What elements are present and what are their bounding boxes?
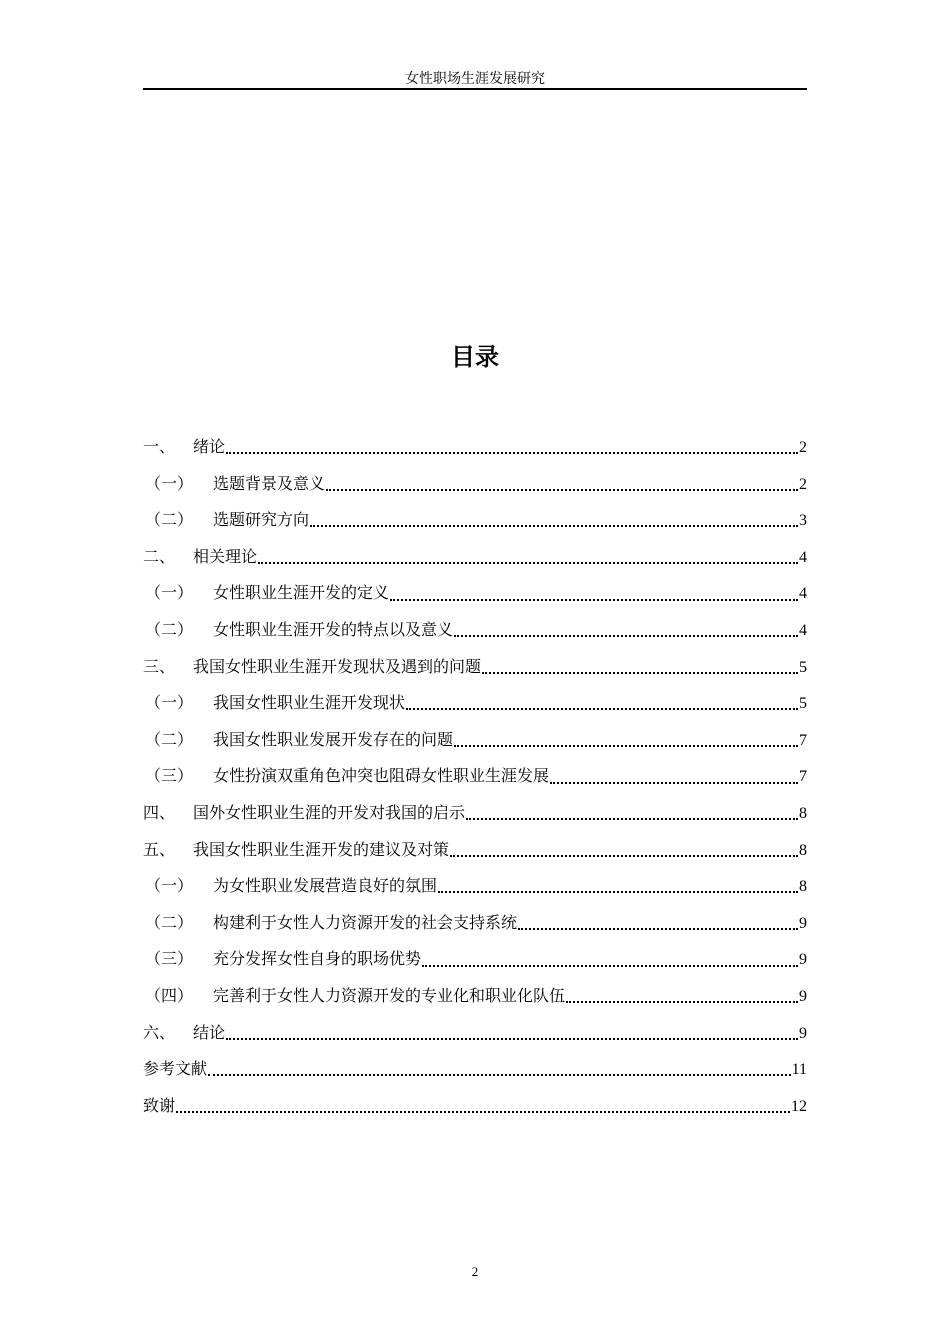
toc-entry[interactable] [143, 1054, 807, 1091]
toc-dot-leader [466, 818, 798, 820]
toc-entry-number: （二） [145, 510, 194, 530]
toc-entry-number: （一） [145, 583, 194, 603]
toc-entry-title: 女性职业生涯开发的定义 [213, 583, 390, 603]
toc-entry-title: 为女性职业发展营造良好的氛围 [213, 876, 438, 896]
toc-entry-page: 9 [799, 951, 807, 969]
toc-entry-page: 8 [799, 878, 807, 896]
toc-entry[interactable] [143, 798, 807, 835]
toc-dot-leader [390, 599, 798, 601]
toc-dot-leader [226, 1038, 798, 1040]
toc-entry-page: 4 [799, 548, 807, 566]
toc-dot-leader [226, 452, 798, 454]
toc-entry-number: （一） [145, 473, 194, 493]
toc-entry-title: 选题研究方向 [213, 510, 310, 530]
toc-entry[interactable] [143, 1091, 807, 1128]
toc-dot-leader [518, 928, 798, 930]
toc-entry[interactable] [143, 615, 807, 652]
header-rule [143, 88, 807, 90]
toc-entry-title: 完善利于女性人力资源开发的专业化和职业化队伍 [213, 985, 566, 1005]
toc-entry-title: 我国女性职业生涯开发现状 [213, 693, 406, 713]
page-number: 2 [471, 1264, 479, 1279]
toc-entry-page: 7 [799, 768, 807, 786]
toc-entry-title: 女性职业生涯开发的特点以及意义 [213, 619, 454, 639]
toc-entry-page: 9 [799, 914, 807, 932]
toc-entry-page: 8 [799, 841, 807, 859]
toc-entry-title: 我国女性职业发展开发存在的问题 [213, 729, 454, 749]
toc-entry-title: 充分发挥女性自身的职场优势 [213, 949, 422, 969]
toc-entry-number: （三） [145, 766, 194, 786]
toc-entry[interactable] [143, 944, 807, 981]
toc-entry-page: 5 [799, 695, 807, 713]
toc-entry-page: 12 [791, 1097, 807, 1115]
toc-entry-title: 我国女性职业生涯开发的建议及对策 [193, 839, 450, 859]
toc-entry-number: 四、 [143, 802, 176, 822]
toc-title: 目录 [451, 343, 499, 371]
toc-entry-number: 三、 [143, 656, 176, 676]
toc-entry-page: 2 [799, 475, 807, 493]
toc-entry[interactable] [143, 835, 807, 872]
toc-entry[interactable] [143, 908, 807, 945]
toc-dot-leader [326, 489, 798, 491]
toc-entry-title: 结论 [193, 1022, 226, 1042]
toc-entry[interactable] [143, 981, 807, 1018]
toc-entry-title: 选题背景及意义 [213, 473, 326, 493]
toc-entry[interactable] [143, 652, 807, 689]
toc-entry[interactable] [143, 578, 807, 615]
toc-entry[interactable] [143, 871, 807, 908]
toc-entry[interactable] [143, 1018, 807, 1055]
toc-dot-leader [258, 562, 798, 564]
toc-entry-page: 7 [799, 731, 807, 749]
toc-entry-title: 女性扮演双重角色冲突也阻碍女性职业生涯发展 [213, 766, 550, 786]
toc-entry-number: （三） [145, 949, 194, 969]
toc-entry-title: 绪论 [193, 437, 226, 456]
toc-dot-leader [438, 891, 798, 893]
toc-entry-number: （二） [145, 729, 194, 749]
toc-entry-page: 2 [799, 439, 807, 456]
toc-entry-title: 构建利于女性人力资源开发的社会支持系统 [213, 912, 518, 932]
toc-entry-number: 五、 [143, 839, 176, 859]
toc-dot-leader [406, 708, 798, 710]
toc-entry[interactable] [143, 505, 807, 542]
toc-entry-title: 我国女性职业生涯开发现状及遇到的问题 [193, 656, 482, 676]
toc-dot-leader [550, 782, 798, 784]
toc-dot-leader [566, 1001, 798, 1003]
toc-entry-number: （一） [145, 876, 194, 896]
toc-entry-page: 9 [799, 987, 807, 1005]
toc-entry-page: 11 [791, 1061, 807, 1079]
toc-entry-page: 8 [799, 804, 807, 822]
toc-entry-page: 4 [799, 621, 807, 639]
toc-entry-number: 一、 [143, 437, 176, 456]
toc-entry[interactable] [143, 725, 807, 762]
toc-dot-leader [208, 1074, 791, 1076]
toc-entry-number: 六、 [143, 1022, 176, 1042]
running-header: 女性职场生涯发展研究 [405, 71, 545, 87]
toc-entry-number: （一） [145, 693, 194, 713]
toc-dot-leader [454, 635, 798, 637]
toc-entry[interactable] [143, 542, 807, 579]
toc-entry-number: （二） [145, 619, 194, 639]
toc-dot-leader [176, 1111, 790, 1113]
toc-entry-title: 参考文献 [143, 1059, 208, 1079]
toc-entry[interactable] [143, 688, 807, 725]
toc-dot-leader [422, 965, 798, 967]
toc-entry-title: 致谢 [143, 1095, 176, 1115]
toc-entry-page: 5 [799, 658, 807, 676]
toc-dot-leader [310, 525, 798, 527]
toc-entry-number: （四） [145, 985, 194, 1005]
toc-entry[interactable] [143, 469, 807, 506]
toc-dot-leader [450, 855, 798, 857]
toc-dot-leader [454, 745, 798, 747]
toc-entry-title: 相关理论 [193, 546, 258, 566]
toc-entry-page: 4 [799, 585, 807, 603]
toc-dot-leader [482, 672, 798, 674]
table-of-contents [143, 432, 807, 1127]
toc-entry-number: 二、 [143, 546, 176, 566]
toc-entry[interactable] [143, 761, 807, 798]
toc-entry-number: （二） [145, 912, 194, 932]
toc-entry-title: 国外女性职业生涯的开发对我国的启示 [193, 802, 466, 822]
toc-entry[interactable] [143, 432, 807, 469]
toc-entry-page: 9 [799, 1024, 807, 1042]
toc-entry-page: 3 [799, 512, 807, 530]
